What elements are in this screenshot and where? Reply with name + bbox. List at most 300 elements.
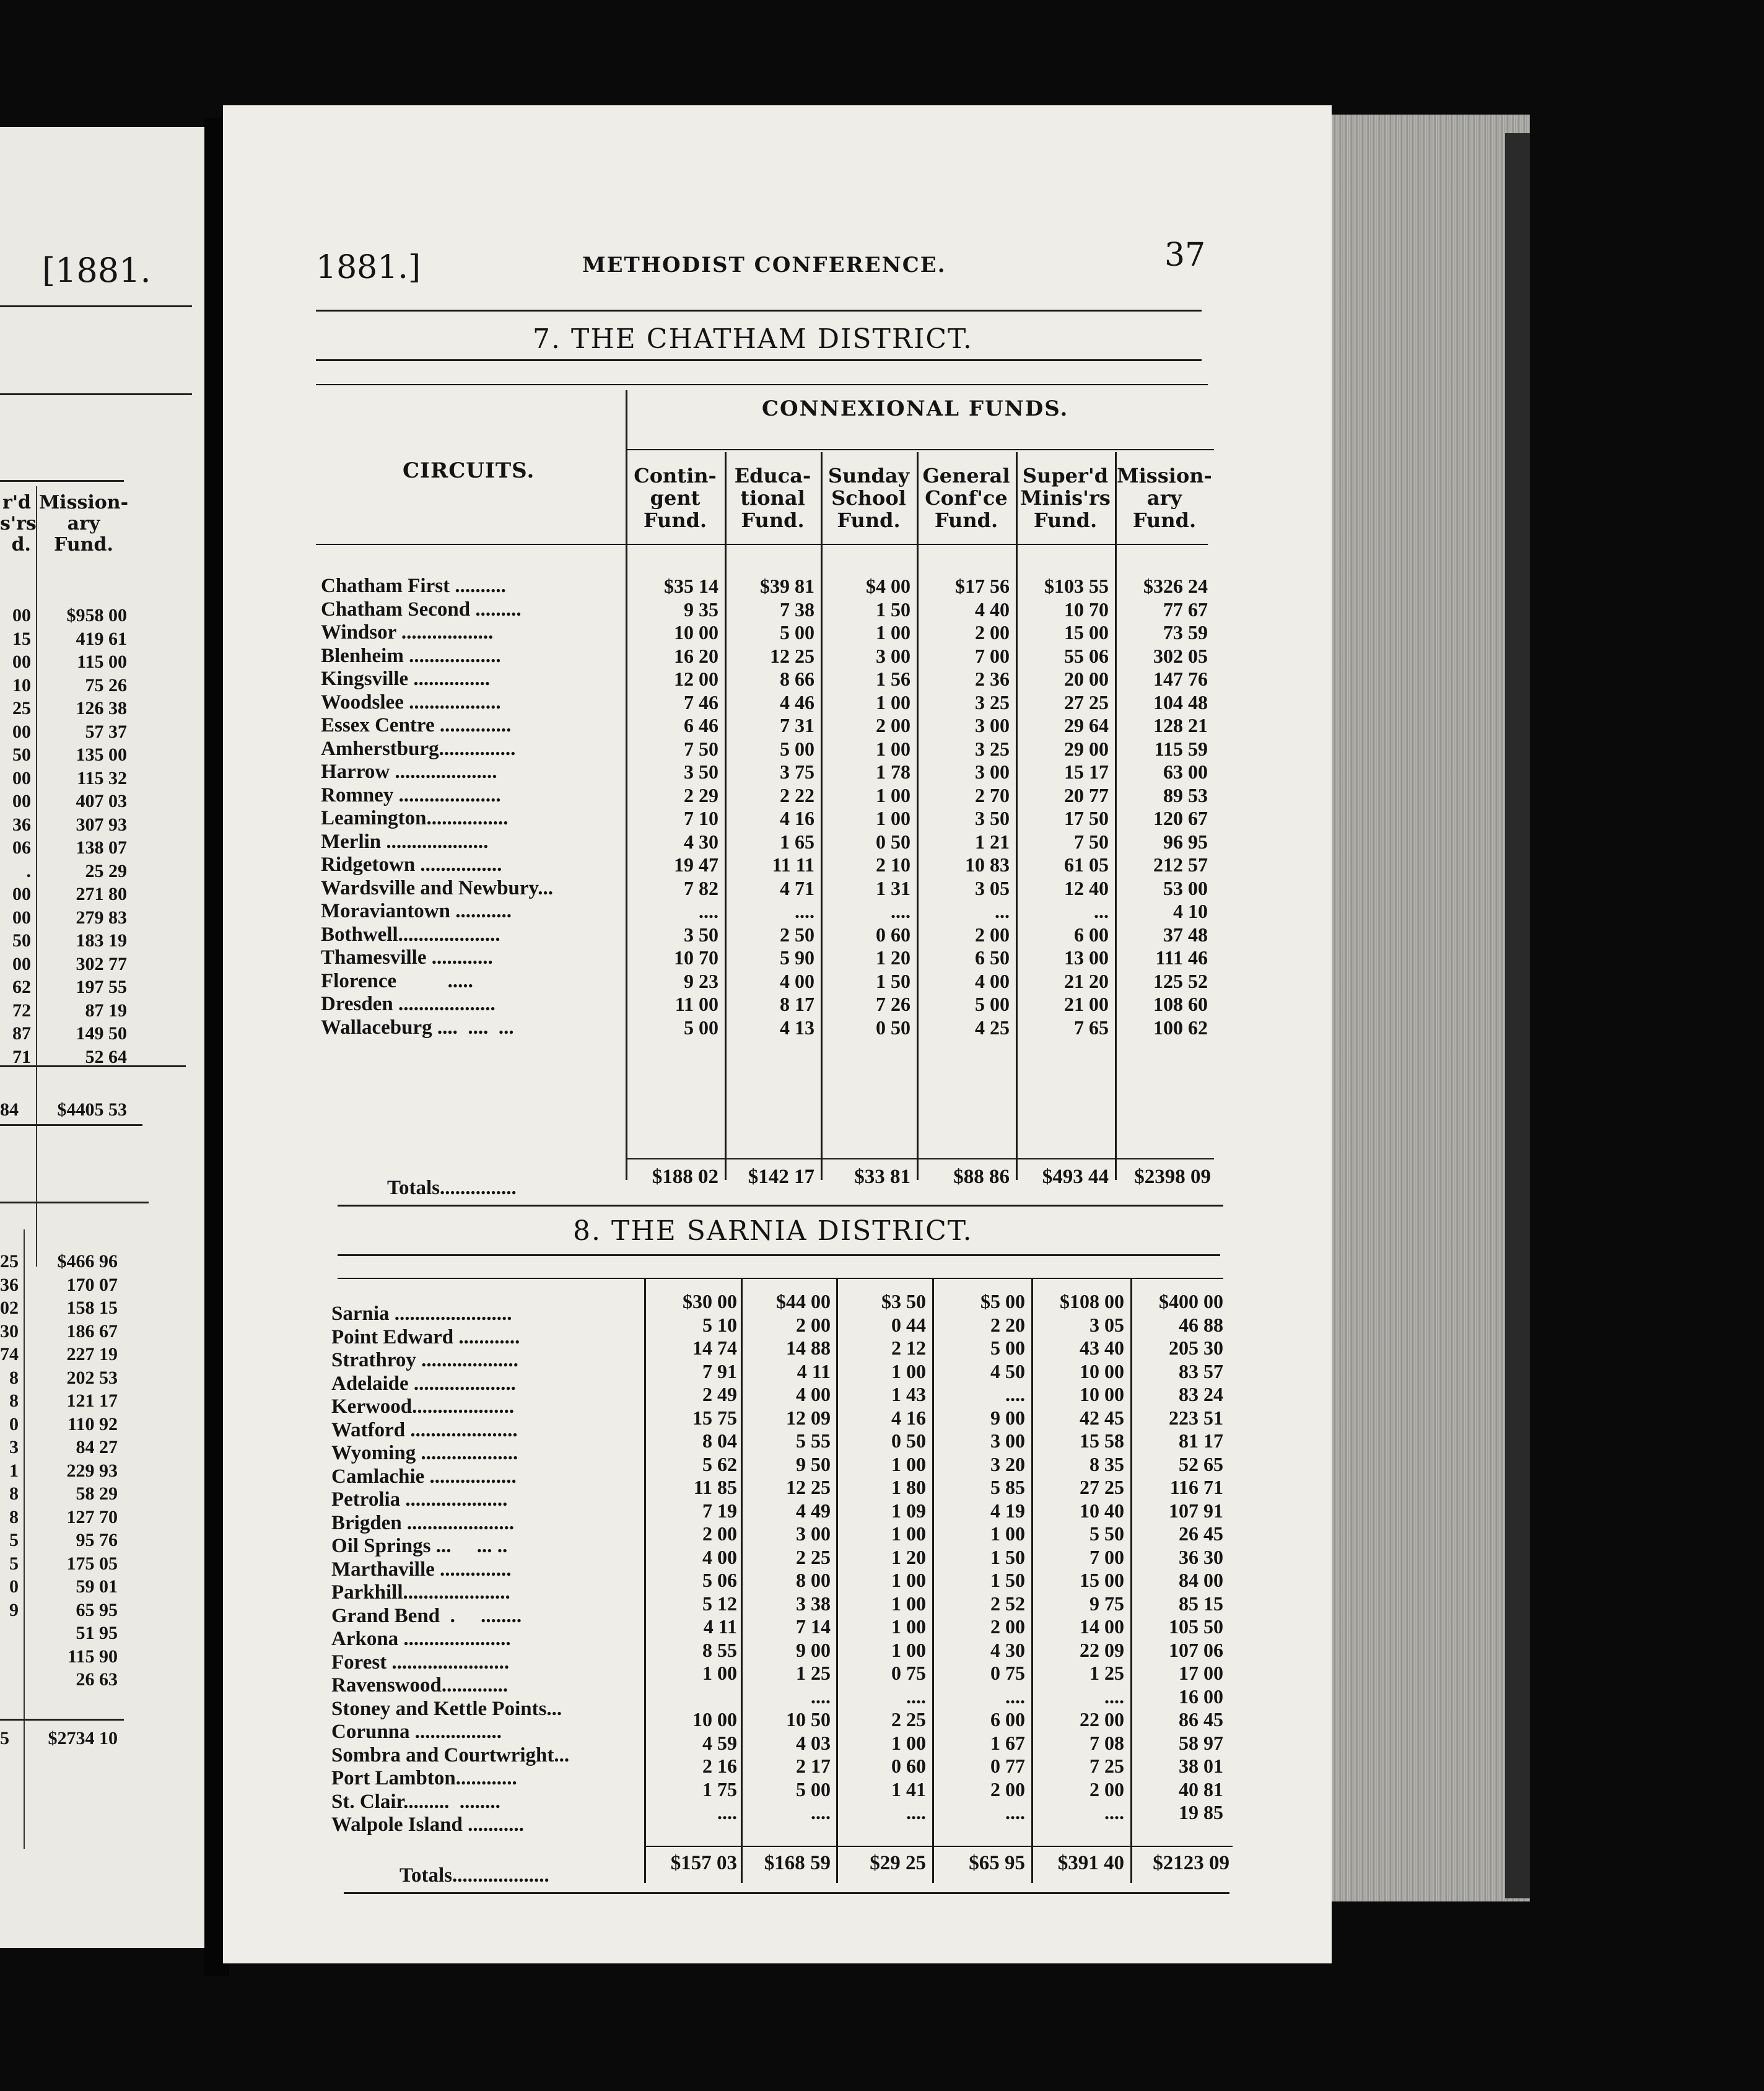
table-cell: $466 96 bbox=[57, 1251, 118, 1272]
table-cell: 2 00 bbox=[990, 1615, 1025, 1638]
chatham-totals-label: Totals............... bbox=[387, 1177, 517, 1199]
page-37 bbox=[223, 105, 1332, 1963]
table-cell: 7 10 bbox=[684, 807, 718, 829]
table-cell: 7 91 bbox=[702, 1360, 737, 1382]
previous-page-chatham-total-superd: 84 bbox=[0, 1099, 19, 1120]
table-cell: 3 25 bbox=[975, 691, 1010, 714]
table-cell: 279 83 bbox=[76, 907, 127, 928]
table-cell: 0 50 bbox=[876, 1016, 910, 1039]
table-cell: 9 35 bbox=[684, 598, 718, 621]
table-cell: 19 85 bbox=[1179, 1801, 1223, 1823]
table-cell: 8 35 bbox=[1089, 1452, 1124, 1475]
table-cell: 4 30 bbox=[990, 1638, 1025, 1661]
table-cell: 110 92 bbox=[68, 1413, 118, 1434]
table-cell: 12 25 bbox=[786, 1476, 831, 1498]
table-cell: 186 67 bbox=[66, 1321, 118, 1342]
table-cell: 3 00 bbox=[990, 1430, 1025, 1452]
sarnia-total-sunday-school: $29 25 bbox=[870, 1852, 926, 1874]
table-cell: 5 bbox=[9, 1553, 19, 1574]
table-cell: 4 19 bbox=[990, 1499, 1025, 1522]
table-cell: 170 07 bbox=[66, 1274, 118, 1295]
table-cell: 53 00 bbox=[1163, 876, 1208, 899]
table-cell: 17 00 bbox=[1179, 1662, 1223, 1684]
table-cell: .... bbox=[906, 1801, 926, 1823]
table-cell: 15 58 bbox=[1080, 1430, 1124, 1452]
table-cell: 10 70 bbox=[674, 946, 718, 969]
previous-page-superd-head: r'd s'rs d. bbox=[0, 492, 37, 556]
table-cell: 3 20 bbox=[990, 1452, 1025, 1475]
table-cell: . bbox=[26, 860, 31, 881]
table-cell: 58 29 bbox=[76, 1483, 118, 1504]
col-head-general-conf: General Conf'ce Fund. bbox=[922, 464, 1010, 532]
table-cell: 1 80 bbox=[891, 1476, 926, 1498]
table-cell: 8 66 bbox=[780, 668, 814, 690]
table-cell: 5 50 bbox=[1089, 1522, 1124, 1545]
table-cell: 62 bbox=[12, 977, 31, 997]
table-cell: 3 bbox=[9, 1437, 19, 1457]
sarnia-col-divider bbox=[1031, 1279, 1033, 1883]
table-cell: 1 50 bbox=[876, 598, 910, 621]
circuit-name: Adelaide .................... bbox=[331, 1372, 516, 1395]
table-cell: 4 40 bbox=[975, 598, 1010, 621]
table-cell: 6 50 bbox=[975, 946, 1010, 969]
table-cell: 2 12 bbox=[891, 1337, 926, 1359]
circuit-name: Bothwell.................... bbox=[321, 923, 500, 946]
table-cell: $44 00 bbox=[776, 1290, 831, 1312]
table-cell: .... bbox=[1104, 1685, 1124, 1708]
table-cell: 7 00 bbox=[1089, 1545, 1124, 1568]
circuit-name: Sombra and Courtwright... bbox=[331, 1744, 570, 1766]
table-cell: 02 bbox=[0, 1298, 19, 1318]
table-cell bbox=[0, 1622, 19, 1645]
table-cell: 4 00 bbox=[975, 969, 1010, 992]
col-head-superd-ministers: Super'd Minis'rs Fund. bbox=[1020, 464, 1111, 532]
table-cell: 3 00 bbox=[796, 1522, 831, 1545]
table-cell: 3 75 bbox=[780, 761, 814, 783]
sarnia-missionary-column bbox=[1133, 1290, 1223, 1825]
table-cell: 4 46 bbox=[780, 691, 814, 714]
table-cell: 81 17 bbox=[1179, 1430, 1223, 1452]
table-cell: 25 29 bbox=[85, 860, 127, 881]
table-cell: 115 90 bbox=[68, 1646, 118, 1667]
chatham-circuit-names bbox=[321, 575, 553, 1039]
table-cell: 20 00 bbox=[1064, 668, 1109, 690]
chatham-bottom-rule bbox=[338, 1205, 1223, 1207]
table-cell: 5 00 bbox=[780, 621, 814, 644]
table-cell: 15 00 bbox=[1080, 1569, 1124, 1591]
table-cell: 108 60 bbox=[1153, 993, 1208, 1015]
sarnia-total-missionary: $2123 09 bbox=[1153, 1852, 1229, 1874]
table-cell: 43 40 bbox=[1080, 1337, 1124, 1359]
chatham-total-missionary: $2398 09 bbox=[1134, 1166, 1211, 1188]
chatham-educational-column bbox=[728, 575, 814, 1039]
table-cell: 205 30 bbox=[1169, 1337, 1223, 1359]
table-cell: 8 04 bbox=[702, 1430, 737, 1452]
table-cell: 5 00 bbox=[684, 1016, 718, 1039]
table-cell: 11 11 bbox=[772, 853, 814, 876]
table-cell: 128 21 bbox=[1153, 714, 1208, 736]
table-cell: 5 10 bbox=[702, 1313, 737, 1336]
previous-page-sarnia-divider bbox=[24, 1229, 25, 1849]
table-cell: 407 03 bbox=[76, 791, 127, 811]
table-cell: 7 50 bbox=[1074, 830, 1109, 853]
circuit-name: Corunna ................. bbox=[331, 1721, 502, 1743]
table-cell: 5 00 bbox=[990, 1337, 1025, 1359]
table-cell: 183 19 bbox=[76, 930, 127, 951]
circuit-name: Marthaville .............. bbox=[331, 1558, 512, 1581]
chatham-superd-ministers-column bbox=[1019, 575, 1109, 1039]
table-cell: 1 67 bbox=[990, 1731, 1025, 1754]
table-cell: 2 00 bbox=[796, 1313, 831, 1336]
table-cell: 1 00 bbox=[891, 1592, 926, 1615]
table-cell: 4 11 bbox=[797, 1360, 831, 1382]
table-cell: 15 17 bbox=[1064, 761, 1109, 783]
table-cell: $3 50 bbox=[881, 1290, 926, 1312]
chatham-total-superd-ministers: $493 44 bbox=[1042, 1166, 1109, 1188]
table-cell: 10 00 bbox=[1080, 1383, 1124, 1405]
sarnia-superd-ministers-column bbox=[1034, 1290, 1124, 1825]
table-cell: 100 62 bbox=[1153, 1016, 1208, 1039]
table-cell: 1 25 bbox=[1089, 1662, 1124, 1684]
previous-page-table-rule bbox=[0, 393, 192, 395]
circuit-name: Florence ..... bbox=[321, 969, 473, 992]
circuit-name: Port Lambton............ bbox=[331, 1767, 517, 1789]
table-cell: 2 00 bbox=[975, 923, 1010, 946]
table-cell: 5 bbox=[9, 1530, 19, 1550]
table-cell: 84 00 bbox=[1179, 1569, 1223, 1591]
circuit-name: Thamesville ............ bbox=[321, 946, 493, 969]
circuit-name: Ridgetown ................ bbox=[321, 853, 502, 876]
table-cell: 14 88 bbox=[786, 1337, 831, 1359]
sarnia-total-educational: $168 59 bbox=[764, 1852, 831, 1874]
table-cell: 10 00 bbox=[692, 1708, 737, 1731]
table-cell: 00 bbox=[12, 652, 31, 672]
table-cell: $39 81 bbox=[760, 575, 814, 597]
table-cell: 00 bbox=[12, 721, 31, 742]
table-cell: 00 bbox=[12, 907, 31, 928]
table-cell: 30 bbox=[0, 1321, 19, 1342]
table-cell: 5 00 bbox=[796, 1778, 831, 1801]
table-cell: ... bbox=[995, 900, 1010, 922]
table-cell: 5 55 bbox=[796, 1430, 831, 1452]
circuit-name: Essex Centre .............. bbox=[321, 714, 512, 736]
chatham-missionary-column bbox=[1118, 575, 1208, 1039]
table-cell: 2 70 bbox=[975, 784, 1010, 806]
circuit-name: Walpole Island ........... bbox=[331, 1814, 524, 1836]
table-cell: 1 50 bbox=[990, 1569, 1025, 1591]
table-cell: 3 00 bbox=[876, 644, 910, 667]
table-cell: 2 17 bbox=[796, 1755, 831, 1777]
table-cell: 1 43 bbox=[891, 1383, 926, 1405]
sarnia-total-general-conf: $65 95 bbox=[969, 1852, 1025, 1874]
col-head-contingent: Contin- gent Fund. bbox=[634, 464, 717, 532]
table-cell: $4 00 bbox=[866, 575, 910, 597]
table-cell: 65 95 bbox=[76, 1599, 118, 1620]
table-cell: 50 bbox=[12, 930, 31, 951]
table-cell: 5 00 bbox=[975, 993, 1010, 1015]
table-cell: 2 36 bbox=[975, 668, 1010, 690]
previous-page-end-rule bbox=[0, 1124, 142, 1126]
chatham-total-contingent: $188 02 bbox=[652, 1166, 718, 1188]
table-cell: 29 00 bbox=[1064, 737, 1109, 760]
table-cell: 8 bbox=[9, 1506, 19, 1527]
table-cell: 5 12 bbox=[702, 1592, 737, 1615]
table-cell: $958 00 bbox=[66, 605, 127, 626]
table-cell: 158 15 bbox=[66, 1298, 118, 1318]
table-cell: 96 95 bbox=[1163, 830, 1208, 853]
table-cell: 227 19 bbox=[66, 1344, 118, 1364]
table-cell: 1 00 bbox=[876, 621, 910, 644]
table-cell: 00 bbox=[12, 791, 31, 811]
page-number: 37 bbox=[1164, 237, 1206, 274]
previous-page-chatham-total-missionary: $4405 53 bbox=[57, 1099, 127, 1120]
table-cell: 58 97 bbox=[1179, 1731, 1223, 1754]
table-cell: 25 bbox=[12, 698, 31, 718]
sarnia-total-contingent: $157 03 bbox=[670, 1852, 737, 1874]
table-cell: 116 71 bbox=[1169, 1476, 1223, 1498]
circuit-name: Kingsville ............... bbox=[321, 668, 491, 690]
table-cell: 419 61 bbox=[76, 628, 127, 649]
table-cell: 89 53 bbox=[1163, 784, 1208, 806]
table-cell: 4 11 bbox=[703, 1615, 737, 1638]
table-cell: 38 01 bbox=[1179, 1755, 1223, 1777]
previous-page-chatham-superd bbox=[0, 604, 31, 1068]
previous-page-chatham-totals-rule bbox=[0, 1065, 186, 1067]
table-cell: 21 20 bbox=[1064, 969, 1109, 992]
table-cell: 4 16 bbox=[891, 1406, 926, 1429]
table-cell: 212 57 bbox=[1153, 853, 1208, 876]
table-cell: 4 49 bbox=[796, 1499, 831, 1522]
table-top-rule bbox=[316, 384, 1208, 385]
table-cell: 00 bbox=[12, 953, 31, 974]
table-cell: 00 bbox=[12, 767, 31, 788]
table-cell: 87 bbox=[12, 1023, 31, 1044]
table-cell: 22 00 bbox=[1080, 1708, 1124, 1731]
header-rule bbox=[316, 310, 1202, 312]
table-cell: 1 00 bbox=[990, 1522, 1025, 1545]
table-cell: 1 50 bbox=[876, 969, 910, 992]
table-cell: 95 76 bbox=[76, 1530, 118, 1550]
table-cell: 10 00 bbox=[1080, 1360, 1124, 1382]
table-cell: 10 70 bbox=[1064, 598, 1109, 621]
table-cell: 126 38 bbox=[76, 698, 127, 718]
table-cell: 86 45 bbox=[1179, 1708, 1223, 1731]
table-cell: 1 00 bbox=[891, 1360, 926, 1382]
table-cell: $17 56 bbox=[955, 575, 1010, 597]
table-cell: 16 20 bbox=[674, 644, 718, 667]
table-cell: 2 20 bbox=[990, 1313, 1025, 1336]
circuit-name: Amherstburg............... bbox=[321, 737, 516, 760]
table-cell: 4 13 bbox=[780, 1016, 814, 1039]
table-cell: $35 14 bbox=[664, 575, 718, 597]
table-cell: 7 00 bbox=[975, 644, 1010, 667]
column-head-rule bbox=[316, 544, 1208, 545]
circuit-name: Arkona ..................... bbox=[331, 1628, 511, 1650]
table-cell: 7 65 bbox=[1074, 1016, 1109, 1039]
table-cell: 12 09 bbox=[786, 1406, 831, 1429]
table-cell: 115 00 bbox=[77, 652, 127, 672]
table-cell: 73 59 bbox=[1163, 621, 1208, 644]
table-cell: 135 00 bbox=[76, 744, 127, 765]
table-cell: 52 64 bbox=[85, 1046, 127, 1067]
circuit-name: Blenheim .................. bbox=[321, 644, 501, 667]
table-cell: 26 63 bbox=[76, 1669, 118, 1690]
connexional-subrule bbox=[626, 449, 1214, 450]
circuit-name: Strathroy ................... bbox=[331, 1349, 518, 1371]
chatham-col-divider bbox=[1115, 452, 1117, 1180]
table-cell: 2 00 bbox=[1089, 1778, 1124, 1801]
circuit-name: Merlin .................... bbox=[321, 830, 489, 853]
table-cell: 8 bbox=[9, 1367, 19, 1388]
table-cell: 9 23 bbox=[684, 969, 718, 992]
table-cell: 15 bbox=[12, 628, 31, 649]
table-cell: $30 00 bbox=[683, 1290, 737, 1312]
table-cell: 175 05 bbox=[66, 1553, 118, 1574]
table-cell: 2 50 bbox=[780, 923, 814, 946]
table-cell: 1 09 bbox=[891, 1499, 926, 1522]
table-cell: 19 47 bbox=[674, 853, 718, 876]
table-cell: 2 22 bbox=[780, 784, 814, 806]
table-cell: 8 bbox=[9, 1390, 19, 1411]
table-cell: 16 00 bbox=[1179, 1685, 1223, 1708]
circuit-name: Oil Springs ... ... .. bbox=[331, 1535, 508, 1557]
table-cell: 5 90 bbox=[780, 946, 814, 969]
table-cell: 2 25 bbox=[891, 1708, 926, 1731]
circuit-name: Petrolia .................... bbox=[331, 1488, 508, 1511]
table-cell: 61 05 bbox=[1064, 853, 1109, 876]
table-cell: 197 55 bbox=[76, 977, 127, 997]
circuit-name: Parkhill..................... bbox=[331, 1581, 510, 1604]
table-cell: 7 46 bbox=[684, 691, 718, 714]
circuit-name: Stoney and Kettle Points... bbox=[331, 1697, 562, 1720]
chatham-sunday-school-column bbox=[824, 575, 910, 1039]
table-cell: 1 00 bbox=[702, 1662, 737, 1684]
table-cell: 5 85 bbox=[990, 1476, 1025, 1498]
chatham-total-sunday-school: $33 81 bbox=[854, 1166, 910, 1188]
circuit-name: Moraviantown ........... bbox=[321, 900, 512, 922]
table-cell: .... bbox=[717, 1801, 737, 1823]
table-cell: 83 57 bbox=[1179, 1360, 1223, 1382]
table-cell: 4 25 bbox=[975, 1016, 1010, 1039]
circuit-name: Dresden ................... bbox=[321, 993, 496, 1015]
table-cell: 302 05 bbox=[1153, 644, 1208, 667]
table-cell: 10 00 bbox=[674, 621, 718, 644]
table-cell: 307 93 bbox=[76, 814, 127, 835]
circuit-name: Camlachie ................. bbox=[331, 1465, 517, 1488]
table-cell: 2 52 bbox=[990, 1592, 1025, 1615]
table-cell: 6 46 bbox=[684, 714, 718, 736]
sarnia-totals-rule bbox=[644, 1846, 1233, 1847]
table-cell: 7 26 bbox=[876, 993, 910, 1015]
table-cell: 21 00 bbox=[1064, 993, 1109, 1015]
sarnia-sunday-school-column bbox=[839, 1290, 926, 1825]
table-cell: 4 59 bbox=[702, 1731, 737, 1754]
table-cell: 9 00 bbox=[990, 1406, 1025, 1429]
table-cell: 0 77 bbox=[990, 1755, 1025, 1777]
previous-page-sarnia-rule bbox=[0, 1202, 149, 1203]
sarnia-col-divider bbox=[1130, 1279, 1132, 1883]
table-cell: 06 bbox=[12, 837, 31, 858]
table-cell: 120 67 bbox=[1153, 807, 1208, 829]
table-cell: 1 00 bbox=[891, 1522, 926, 1545]
table-cell: 1 00 bbox=[876, 737, 910, 760]
running-head-year: 1881.] bbox=[316, 249, 421, 286]
table-cell: 2 00 bbox=[876, 714, 910, 736]
previous-page-sarnia-totals-rule bbox=[0, 1719, 124, 1721]
table-cell: 11 85 bbox=[693, 1476, 737, 1498]
table-cell: .... bbox=[811, 1685, 831, 1708]
table-cell: 3 00 bbox=[975, 714, 1010, 736]
sarnia-totals-label: Totals................... bbox=[400, 1864, 549, 1887]
table-cell: 1 00 bbox=[876, 807, 910, 829]
previous-page-sarnia-missionary bbox=[28, 1250, 118, 1692]
table-cell: 12 00 bbox=[674, 668, 718, 690]
table-cell: 4 03 bbox=[796, 1731, 831, 1754]
sarnia-district-title: 8. THE SARNIA DISTRICT. bbox=[573, 1215, 973, 1247]
chatham-total-general-conf: $88 86 bbox=[953, 1166, 1010, 1188]
table-cell: $103 55 bbox=[1044, 575, 1109, 597]
table-cell: 0 50 bbox=[891, 1430, 926, 1452]
table-cell: .... bbox=[1005, 1383, 1025, 1405]
circuit-name: Wyoming ................... bbox=[331, 1442, 518, 1464]
table-cell: 46 88 bbox=[1179, 1313, 1223, 1336]
table-cell: 4 00 bbox=[702, 1545, 737, 1568]
table-cell: 3 38 bbox=[796, 1592, 831, 1615]
col-head-sunday-school: Sunday School Fund. bbox=[827, 464, 910, 532]
sarnia-contingent-column bbox=[647, 1290, 737, 1825]
table-cell: 00 bbox=[12, 884, 31, 904]
table-cell: 1 25 bbox=[796, 1662, 831, 1684]
table-cell: .... bbox=[811, 1801, 831, 1823]
table-cell: 7 19 bbox=[702, 1499, 737, 1522]
table-cell: 5 06 bbox=[702, 1569, 737, 1591]
table-cell: 5 62 bbox=[702, 1452, 737, 1475]
table-cell: 15 00 bbox=[1064, 621, 1109, 644]
sarnia-col-divider bbox=[741, 1279, 743, 1883]
table-cell: 9 00 bbox=[796, 1638, 831, 1661]
table-cell: 3 00 bbox=[975, 761, 1010, 783]
table-cell: 0 75 bbox=[990, 1662, 1025, 1684]
circuit-name: Wallaceburg .... .... ... bbox=[321, 1016, 514, 1039]
table-cell: 2 00 bbox=[975, 621, 1010, 644]
table-cell: 10 bbox=[12, 674, 31, 696]
book-page-edges bbox=[1325, 115, 1530, 1901]
table-cell: 40 81 bbox=[1179, 1778, 1223, 1801]
col-head-missionary: Mission- ary Fund. bbox=[1117, 464, 1212, 532]
table-cell: 1 00 bbox=[891, 1615, 926, 1638]
table-cell: 6 00 bbox=[990, 1708, 1025, 1731]
table-cell: 36 bbox=[0, 1274, 19, 1295]
table-cell: 10 50 bbox=[786, 1708, 831, 1731]
table-cell: 107 91 bbox=[1169, 1499, 1223, 1522]
circuit-name: Windsor .................. bbox=[321, 621, 494, 644]
table-cell: 7 50 bbox=[684, 737, 718, 760]
table-cell: 9 50 bbox=[796, 1452, 831, 1475]
table-cell: 7 38 bbox=[780, 598, 814, 621]
table-cell: 25 bbox=[0, 1251, 19, 1272]
table-cell: 138 07 bbox=[76, 837, 127, 858]
chatham-col-divider bbox=[917, 452, 919, 1180]
running-head-title: METHODIST CONFERENCE. bbox=[582, 253, 946, 277]
table-cell: .... bbox=[1005, 1685, 1025, 1708]
table-cell: 59 01 bbox=[76, 1576, 118, 1597]
chatham-total-educational: $142 17 bbox=[748, 1166, 814, 1188]
table-cell: $5 00 bbox=[980, 1290, 1025, 1312]
table-cell: 8 00 bbox=[796, 1569, 831, 1591]
previous-page-missionary-head: Mission- ary Fund. bbox=[38, 492, 129, 556]
table-cell: 7 08 bbox=[1089, 1731, 1124, 1754]
previous-page-sarnia-superd bbox=[0, 1250, 19, 1668]
